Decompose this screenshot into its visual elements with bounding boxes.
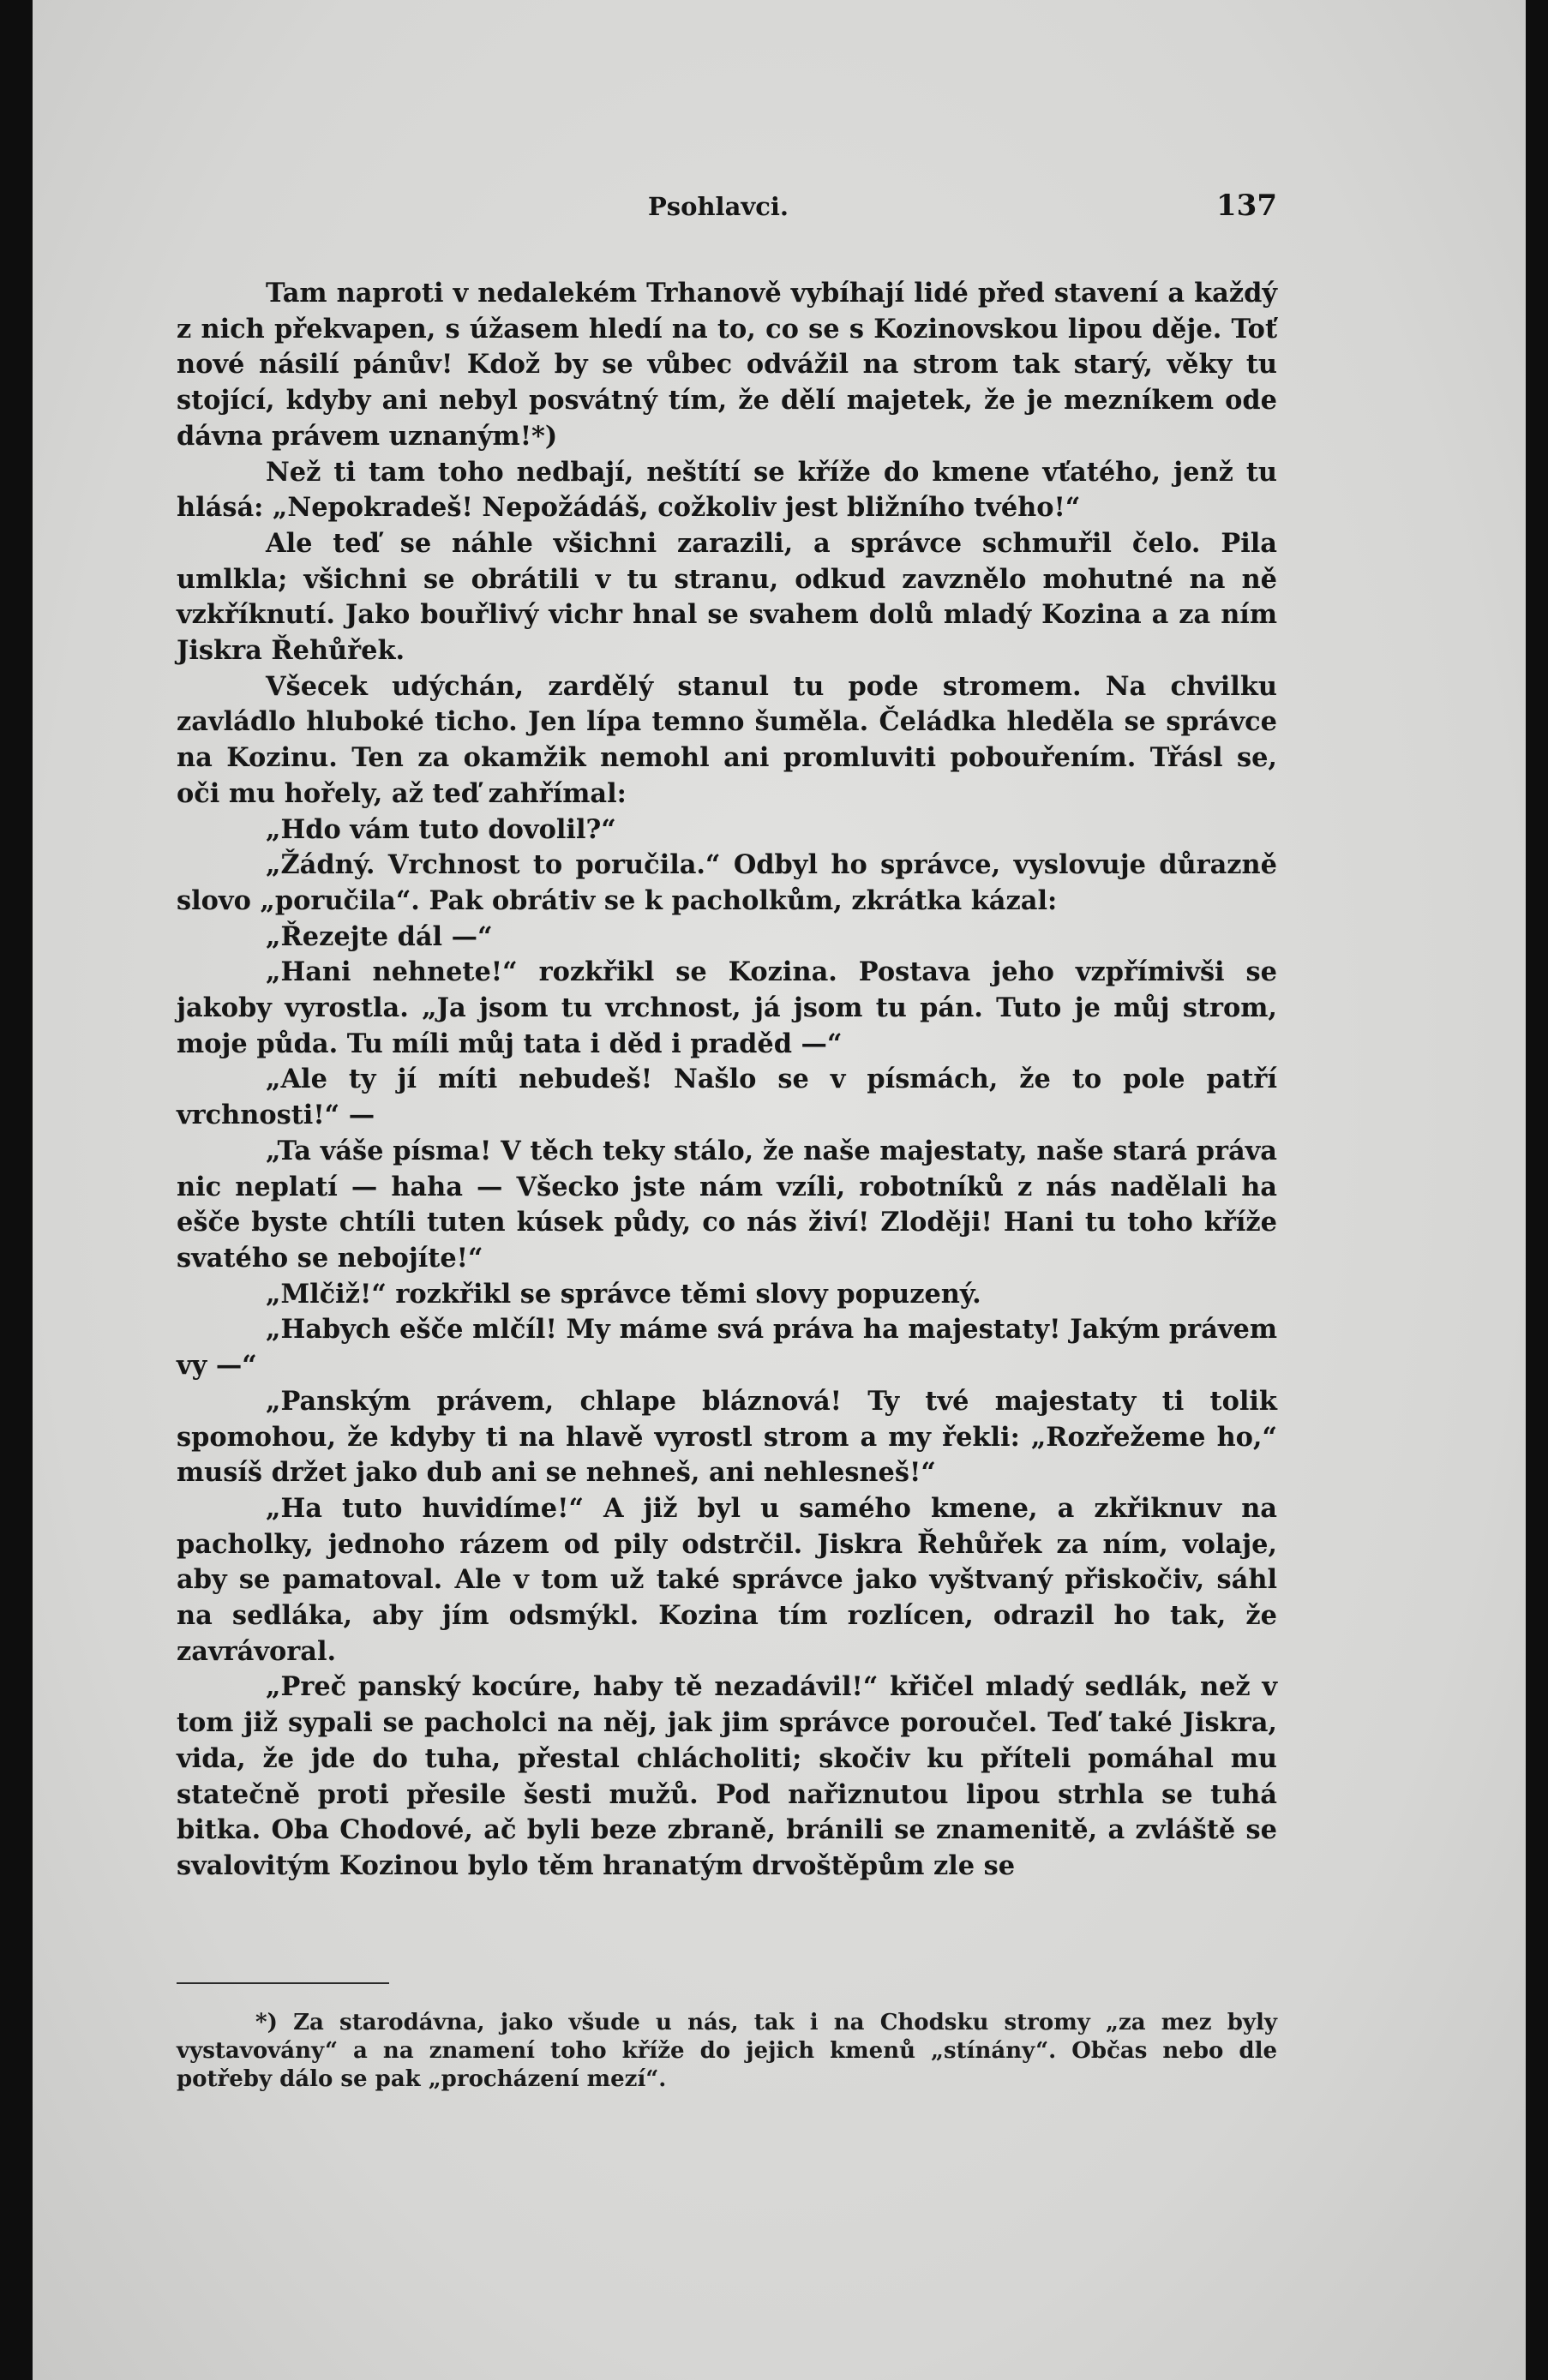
footnote-text: *) Za starodávna, jako všude u nás, tak i na Chodsku stromy „za mez byly vystavovány“ a na znamení toho kříže do jejich kmenů „stínány“. Občas nebo dle potřeby dálo se pak „procházení mezí“.: [177, 2010, 1277, 2092]
paragraph: Všecek udýchán, zardělý stanul tu pode stromem. Na chvilku zavládlo hluboké ticho. Jen lípa temno šuměla. Čeládka hleděla se správce na Kozinu. Ten za okamžik nemohl ani promluviti pobouřením. Třásl se, oči mu hořely, až teď zahřímal:: [177, 670, 1277, 809]
paragraph: „Habych ešče mlčíl! My máme svá práva ha majestaty! Jakým právem vy —“: [177, 1314, 1277, 1382]
paragraph: „Řezejte dál —“: [266, 920, 493, 952]
running-title: Psohlavci.: [648, 192, 789, 221]
book-page: [33, 0, 1526, 2380]
paragraph: „Ale ty jí míti nebudeš! Našlo se v písmách, že to pole patří vrchnosti!“ —: [177, 1064, 1277, 1131]
body-text: [177, 276, 1277, 1885]
paragraph: „Hdo vám tuto dovolil?“: [266, 813, 616, 845]
paragraph: „Hani nehnete!“ rozkřikl se Kozina. Postava jeho vzpřímivši se jakoby vyrostla. „Ja jsom tu vrchnost, já jsom tu pán. Tuto je můj strom, moje půda. Tu míli můj tata i děd i praděd —“: [177, 956, 1277, 1059]
paragraph: Tam naproti v nedalekém Trhanově vybíhají lidé před stavení a každý z nich překvapen, s úžasem hledí na to, co se s Kozinovskou lipou děje. Toť nové násilí pánův! Kdož by se vůbec odvážil na strom tak starý, věky tu stojící, kdyby ani nebyl posvátný tím, že dělí majetek, že je mezníkem ode dávna právem uznaným!*): [177, 278, 1277, 452]
footnote-divider: [177, 1982, 389, 1984]
paragraph: „Mlčiž!“ rozkřikl se správce těmi slovy popuzený.: [266, 1278, 981, 1310]
page-header: [177, 189, 1277, 223]
paragraph: „Panským právem, chlape bláznová! Ty tvé majestaty ti tolik spomohou, že kdyby ti na hlavě vyrostl strom a my řekli: „Rozřežeme ho,“ musíš držet jako dub ani se nehneš, ani nehlesneš!“: [177, 1385, 1277, 1489]
paragraph: Ale teď se náhle všichni zarazili, a správce schmuřil čelo. Pila umlkla; všichni se obrátili v tu stranu, odkud zavznělo mohutné na ně vzkříknutí. Jako bouřlivý vichr hnal se svahem dolů mladý Kozina a za ním Jiskra Řehůřek.: [177, 527, 1277, 667]
paragraph: „Ha tuto huvidíme!“ A již byl u samého kmene, a zkřiknuv na pacholky, jednoho rázem od pily odstrčil. Jiskra Řehůřek za ním, volaje, aby se pamatoval. Ale v tom už také správce jako vyštvaný přiskočiv, sáhl na sedláka, aby jím odsmýkl. Kozina tím rozlícen, odrazil ho tak, že zavrávoral.: [177, 1492, 1277, 1667]
paragraph: „Žádný. Vrchnost to poručila.“ Odbyl ho správce, vyslovuje důrazně slovo „poručila“. Pak obrátiv se k pacholkům, zkrátka kázal:: [177, 849, 1277, 916]
paragraph: Než ti tam toho nedbají, neštítí se kříže do kmene vťatého, jenž tu hlásá: „Nepokradeš! Nepožádáš, cožkoliv jest bližního tvého!“: [177, 456, 1277, 524]
page-number: 137: [1216, 189, 1277, 223]
paragraph: „Ta váše písma! V těch teky stálo, že naše majestaty, naše stará práva nic neplatí — haha — Všecko jste nám vzíli, robotníků z nás nadělali ha ešče byste chtíli tuten kúsek půdy, co nás živí! Zloději! Hani tu toho kříže svatého se nebojíte!“: [177, 1135, 1277, 1274]
paragraph: „Preč panský kocúre, haby tě nezadávil!“ křičel mladý sedlák, než v tom již sypali se pacholci na něj, jak jim správce poroučel. Teď také Jiskra, vida, že jde do tuha, přestal chlácholiti; skočiv ku příteli pomáhal mu statečně proti přesile šesti mužů. Pod nařiznutou lipou strhla se tuhá bitka. Oba Chodové, ač byli beze zbraně, bránili se znamenitě, a zvláště se svalovitým Kozinou bylo těm hranatým drvoštěpům zle se: [177, 1671, 1277, 1881]
footnote: [177, 2009, 1277, 2094]
